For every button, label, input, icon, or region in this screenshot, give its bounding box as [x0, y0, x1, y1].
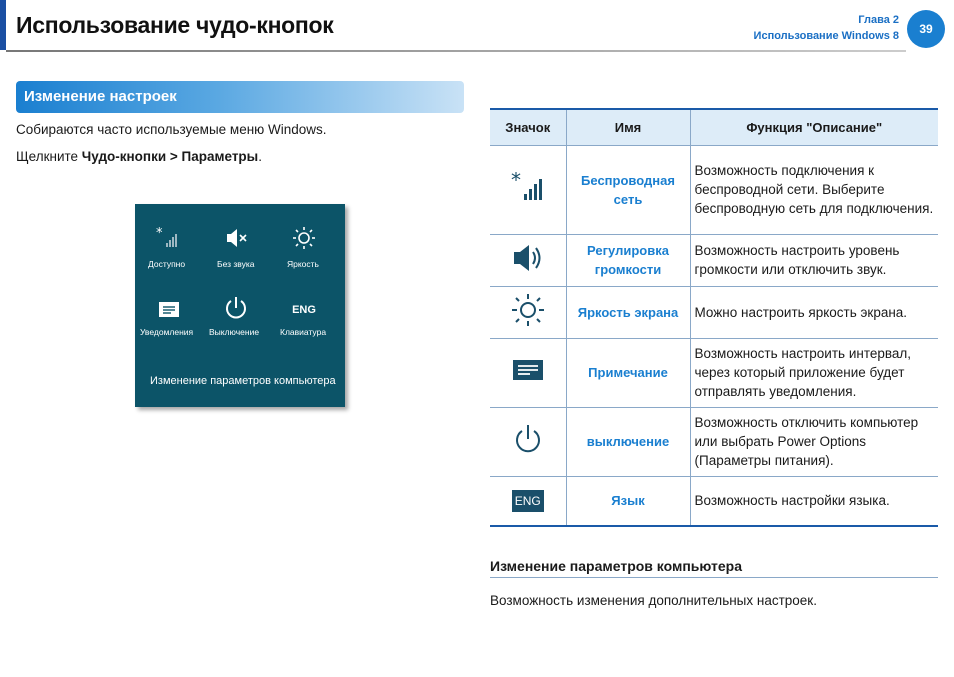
instruction-suffix: . — [258, 149, 262, 164]
table-row — [490, 338, 938, 407]
table-header-row — [490, 109, 938, 145]
instruction-prefix: Щелкните — [16, 149, 82, 164]
change-pc-settings-link[interactable]: Изменение параметров компьютера — [150, 375, 336, 387]
row-name: Беспроводная сеть — [566, 145, 690, 234]
notification-icon — [490, 338, 566, 407]
instruction-settings: Параметры — [181, 149, 259, 164]
charm-label-notifications: Уведомления — [140, 327, 194, 337]
svg-text:*: * — [510, 172, 521, 192]
power-icon[interactable] — [221, 296, 251, 320]
chapter-title: Использование Windows 8 — [753, 30, 899, 42]
row-name: Регулировка громкости — [566, 234, 690, 286]
table-row — [490, 286, 938, 338]
charm-settings-panel — [135, 204, 345, 407]
row-description: Возможность настройки языка. — [690, 476, 938, 526]
charm-label-available: Доступно — [148, 259, 186, 269]
charm-label-mute: Без звука — [217, 259, 255, 269]
table-row — [490, 407, 938, 476]
power-icon — [490, 407, 566, 476]
language-icon-text: ENG — [512, 490, 544, 512]
header-accent-bar — [0, 0, 6, 50]
instruction-charms: Чудо-кнопки — [81, 149, 167, 164]
row-name: выключение — [566, 407, 690, 476]
subsection-text: Возможность изменения дополнительных настроек. — [490, 593, 817, 608]
chapter-number: Глава 2 — [858, 14, 899, 26]
row-name: Примечание — [566, 338, 690, 407]
brightness-icon[interactable] — [289, 226, 319, 250]
table-row — [490, 234, 938, 286]
chapter-info — [754, 12, 899, 44]
row-description: Возможность настроить уровень громкости или отключить звук. — [690, 234, 938, 286]
instruction-paragraph — [16, 149, 262, 164]
section-title: Изменение настроек — [16, 81, 464, 113]
page-number-badge: 39 — [907, 10, 945, 48]
row-name: Яркость экрана — [566, 286, 690, 338]
mute-icon[interactable] — [222, 226, 252, 250]
table-header-name: Имя — [566, 109, 690, 145]
instruction-separator: > — [166, 149, 182, 164]
wireless-icon — [490, 145, 566, 234]
row-name: Язык — [566, 476, 690, 526]
keyboard-icon[interactable]: ENG — [292, 304, 316, 316]
charm-label-keyboard: Клавиатура — [280, 327, 327, 337]
row-description: Возможность настроить интервал, через который приложение будет отправлять уведомления. — [690, 338, 938, 407]
svg-text:*: * — [156, 227, 163, 241]
table-row — [490, 476, 938, 526]
table-header-description: Функция "Описание" — [690, 109, 938, 145]
row-description: Возможность отключить компьютер или выбрать Power Options (Параметры питания). — [690, 407, 938, 476]
notifications-icon[interactable] — [154, 298, 184, 322]
table-header-icon: Значок — [490, 109, 566, 145]
charm-label-shutdown: Выключение — [209, 327, 260, 337]
intro-paragraph: Собираются часто используемые меню Windows. — [16, 122, 327, 137]
row-description: Возможность подключения к беспроводной сети. Выберите беспроводную сеть для подключения. — [690, 145, 938, 234]
volume-icon — [490, 234, 566, 286]
header-divider — [6, 50, 906, 52]
charm-label-brightness: Яркость — [287, 259, 319, 269]
language-icon — [490, 476, 566, 526]
brightness-icon — [490, 286, 566, 338]
subsection-title: Изменение параметров компьютера — [490, 558, 938, 578]
row-description: Можно настроить яркость экрана. — [690, 286, 938, 338]
table-row — [490, 145, 938, 234]
wireless-icon[interactable] — [153, 226, 183, 250]
charm-functions-table — [490, 108, 938, 527]
page-title: Использование чудо-кнопок — [16, 12, 334, 38]
